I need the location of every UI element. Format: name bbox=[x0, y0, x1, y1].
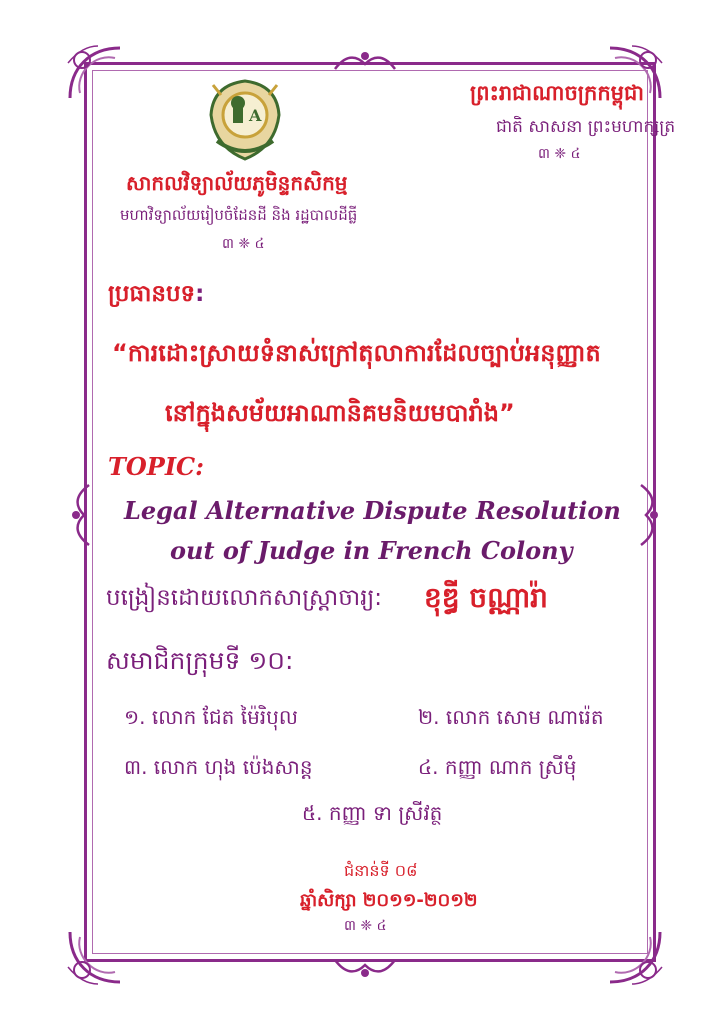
bottom-flourish-icon bbox=[330, 955, 400, 985]
group-label: សមាជិកក្រុមទី ១០: bbox=[106, 646, 294, 675]
subject-colon: : bbox=[195, 281, 205, 307]
lecturer-name: ខុឌ្ធី ចណ្ណារ៉ា bbox=[424, 581, 548, 614]
corner-flourish-icon bbox=[60, 38, 130, 108]
corner-flourish-icon bbox=[60, 922, 130, 992]
member-5: ៥. កញ្ញា ទា ស្រីវត្ថ bbox=[302, 801, 443, 825]
svg-text:A: A bbox=[249, 106, 262, 125]
generation-label: ជំនាន់ទី ០៨ bbox=[344, 861, 418, 880]
member-4: ៤. កញ្ញា ណាក ស្រីមុំ bbox=[418, 755, 577, 779]
university-name: មហាវិទ្យាល័យរៀបចំដែនដី និង រដ្ឋបាលដីធ្លី bbox=[120, 206, 358, 224]
subject-label bbox=[108, 280, 204, 313]
academic-year: ឆ្នាំសិក្សា ២០១១-២០១២ bbox=[300, 890, 478, 911]
member-2: ២. លោក សោម ណារ៉េត bbox=[418, 705, 604, 729]
khmer-title-line-1: “ការដោះស្រាយទំនាស់ក្រៅតុលាការដែលច្បាប់អនុញ្ញាត bbox=[112, 339, 601, 367]
national-motto: ជាតិ សាសនា ព្រះមហាក្សត្រ bbox=[496, 117, 676, 137]
university-logo-emblem-icon bbox=[203, 75, 287, 167]
topic-line-1: Legal Alternative Dispute Resolution bbox=[124, 496, 621, 525]
lecturer-label: បង្រៀនដោយលោកសាស្ត្រាចារ្យ: bbox=[106, 585, 383, 611]
topic-label: TOPIC: bbox=[108, 452, 204, 481]
faculty-heading: សាកលវិទ្យាល័យភូមិន្ទកសិកម្ម bbox=[126, 171, 348, 195]
header-right-ornament: ៣ ❈ ៤ bbox=[538, 146, 581, 162]
topic-line-2: out of Judge in French Colony bbox=[170, 536, 573, 565]
subject-label-text: ប្រធានបទ bbox=[108, 281, 196, 307]
left-flourish-icon bbox=[64, 480, 94, 550]
kingdom-heading: ព្រះរាជាណាចក្រកម្ពុជា bbox=[470, 81, 645, 105]
khmer-title-line-2: នៅក្នុងសម័យអាណានិគមនិយមបារាំង” bbox=[165, 399, 515, 427]
member-1: ១. លោក ជែត ម៉ៃរិបុល bbox=[124, 705, 298, 729]
right-flourish-icon bbox=[636, 480, 666, 550]
member-3: ៣. លោក ហុង ប៉េងសាន្ត bbox=[124, 755, 313, 779]
top-flourish-icon bbox=[330, 44, 400, 74]
header-left-ornament: ៣ ❈ ៤ bbox=[222, 236, 265, 252]
corner-flourish-icon bbox=[600, 922, 670, 992]
footer-ornament: ៣ ❈ ៤ bbox=[344, 918, 387, 934]
